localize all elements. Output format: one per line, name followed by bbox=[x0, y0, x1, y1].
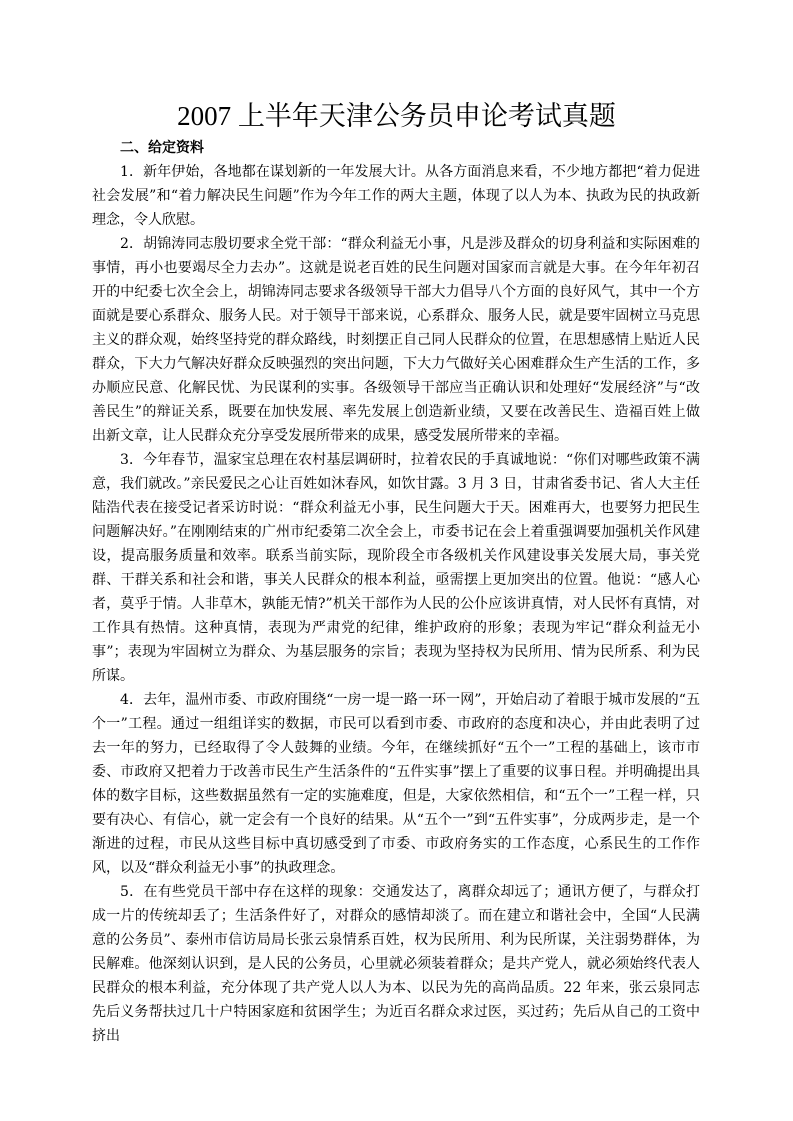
paragraph-3: 3．今年春节，温家宝总理在农村基层调研时，拉着农民的手真诚地说：“你们对哪些政策不满意，我们就改。”亲民爱民之心让百姓如沐春风，如饮甘露。3 月 3 日，甘肃省委书记、省人大主任陆浩代表在接受记者采访时说：“群众利益无小事，民生问题大于天。困难再大，也要努力把民生问题解决好。”在刚刚结束的广州市纪委第二次全会上，市委书记在会上着重强调要加强机关作风建设，提高服务质量和效率。联系当前实际，现阶段全市各级机关作风建设事关发展大局，事关党群、干群关系和社会和谐，事关人民群众的根本利益，亟需摆上更加突出的位置。他说：“感人心者，莫乎于情。人非草木，孰能无情?”机关干部作为人民的公仆应该讲真情，对人民怀有真情，对工作具有热情。这种真情，表现为严肃党的纪律，维护政府的形象；表现为牢记“群众利益无小事”；表现为牢固树立为群众、为基层服务的宗旨；表现为坚持权为民所用、情为民所系、利为民所谋。 bbox=[92, 452, 700, 684]
page-title: 2007 上半年天津公务员申论考试真题 bbox=[177, 101, 616, 131]
section-heading: 二、给定资料 bbox=[120, 140, 204, 156]
paragraph-2: 2．胡锦涛同志殷切要求全党干部：“群众利益无小事，凡是涉及群众的切身利益和实际困难的事情，再小也要竭尽全力去办”。这就是说老百姓的民生问题对国家而言就是大事。在今年年初召开的中纪委七次全会上，胡锦涛同志要求各级领导干部大力倡导八个方面的良好风气，其中一个方面就是要心系群众、服务人民。对于领导干部来说，心系群众、服务人民，就是要牢固树立马克思主义的群众观，始终坚持党的群众路线，时刻摆正自己同人民群众的位置，在思想感情上贴近人民群众，下大力气解决好群众反映强烈的突出问题，下大力气做好关心困难群众生产生活的工作，多办顺应民意、化解民忧、为民谋利的实事。各级领导干部应当正确认识和处理好“发展经济”与“改善民生”的辩证关系，既要在加快发展、率先发展上创造新业绩，又要在改善民生、造福百姓上做出新文章，让人民群众充分享受发展所带来的成果，感受发展所带来的幸福。 bbox=[92, 236, 700, 444]
paragraph-5: 5．在有些党员干部中存在这样的现象：交通发达了，离群众却远了；通讯方便了，与群众打成一片的传统却丢了；生活条件好了，对群众的感情却淡了。而在建立和谐社会中，全国“人民满意的公务员”、泰州市信访局局长张云泉情系百姓，权为民所用、利为民所谋，关注弱势群体，为民解难。他深刻认识到，是人民的公务员，心里就必须装着群众；是共产党人，就必须始终代表人民群众的根本利益，充分体现了共产党人以人为本、以民为先的高尚品质。22 年来，张云泉同志先后义务帮扶过几十户特困家庭和贫困学生；为近百名群众求过医，买过药；先后从自己的工资中挤出 bbox=[92, 884, 700, 1044]
document-body bbox=[92, 136, 700, 1048]
paragraph-1: 1．新年伊始，各地都在谋划新的一年发展大计。从各方面消息来看，不少地方都把“着力促进社会发展”和“着力解决民生问题”作为今年工作的两大主题，体现了以人为本、执政为民的执政新理念，令人欣慰。 bbox=[92, 164, 700, 228]
paragraph-4: 4．去年，温州市委、市政府围绕“一房一堤一路一环一网”，开始启动了着眼于城市发展的“五个一”工程。通过一组组详实的数据，市民可以看到市委、市政府的态度和决心，并由此表明了过去一年的努力，已经取得了令人鼓舞的业绩。今年，在继续抓好“五个一”工程的基础上，该市市委、市政府又把着力于改善市民生产生活条件的“五件实事”摆上了重要的议事日程。并明确提出具体的数字目标，这些数据虽然有一定的实施难度，但是，大家依然相信，和“五个一”工程一样，只要有决心、有信心，就一定会有一个良好的结果。从“五个一”到“五件实事”，分成两步走，是一个渐进的过程，市民从这些目标中真切感受到了市委、市政府务实的工作态度，心系民生的工作作风，以及“群众利益无小事”的执政理念。 bbox=[92, 692, 700, 876]
